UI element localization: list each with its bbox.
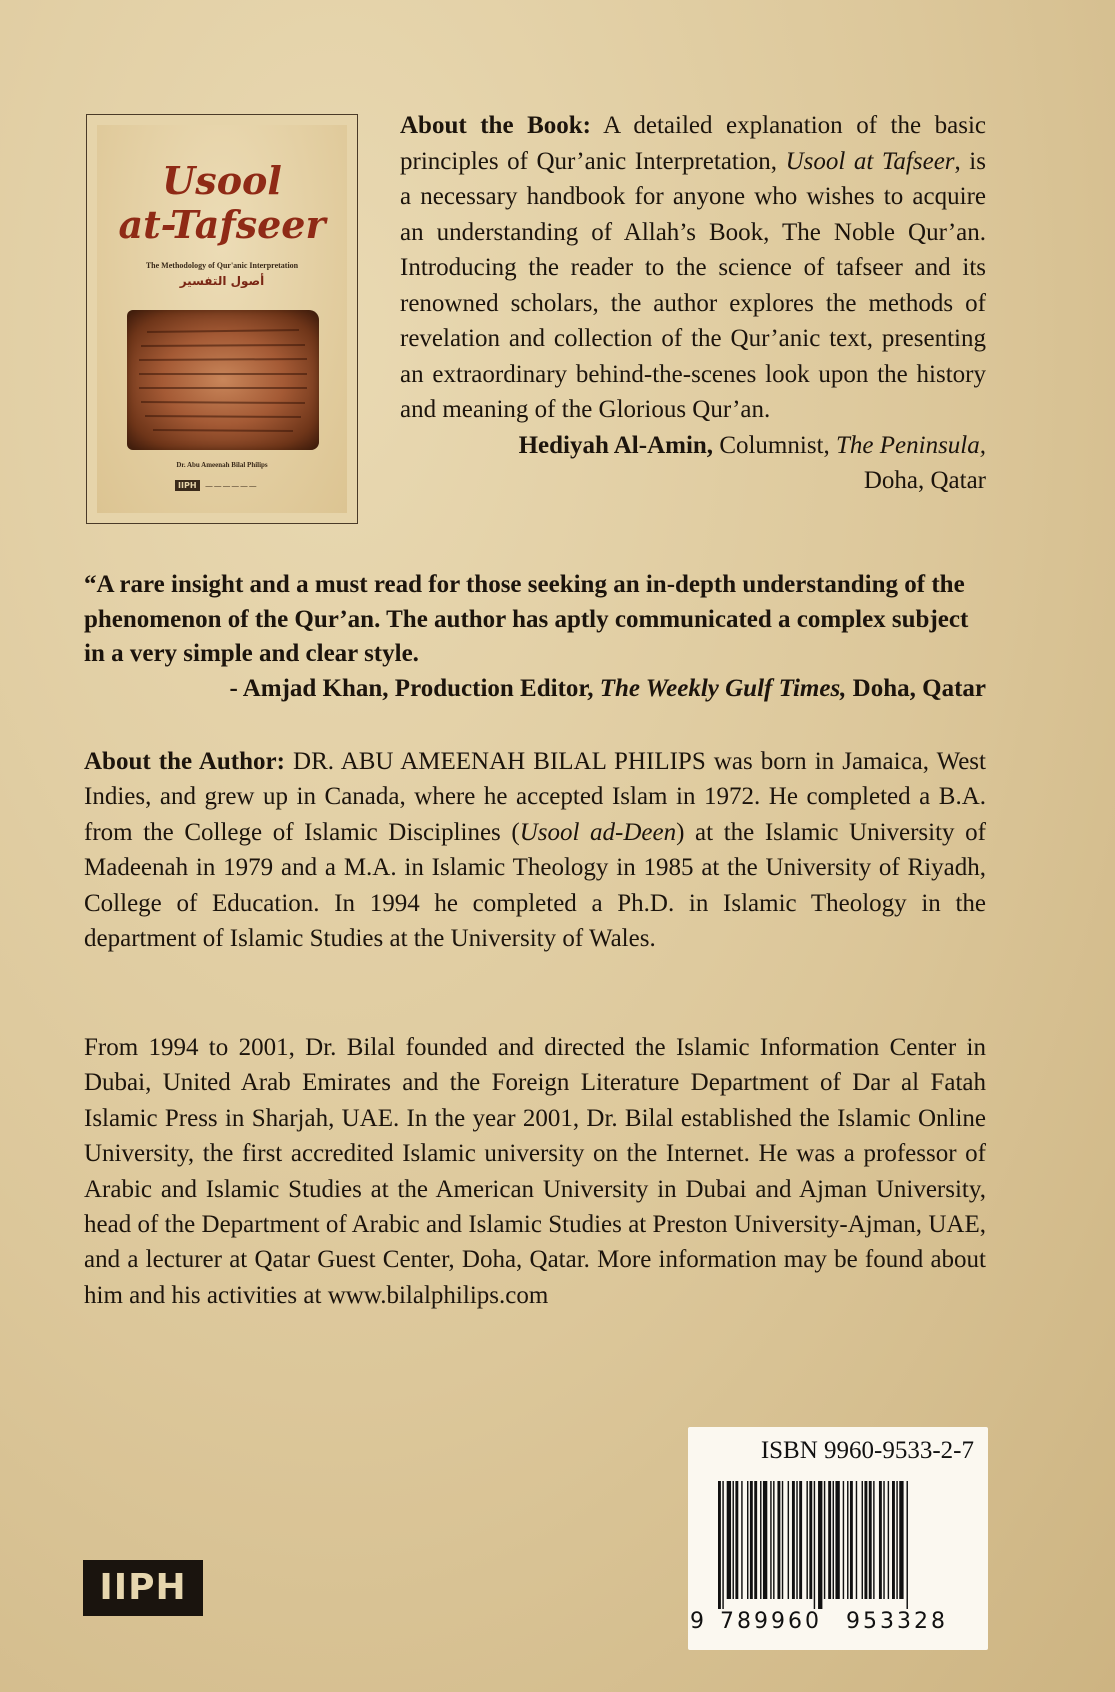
about-book-label: About the Book: bbox=[400, 112, 591, 139]
manuscript-image bbox=[127, 310, 319, 450]
barcode-bar bbox=[718, 1481, 721, 1609]
about-author-label: About the Author: bbox=[84, 748, 285, 775]
barcode-bar bbox=[833, 1481, 834, 1599]
quote-attribution bbox=[84, 672, 986, 707]
quote-publication: The Weekly Gulf Times, bbox=[599, 674, 847, 702]
barcode-bar bbox=[883, 1481, 884, 1599]
reviewer-publication: The Peninsula, bbox=[836, 431, 986, 459]
about-the-book bbox=[400, 108, 986, 498]
barcode-bar bbox=[899, 1481, 903, 1599]
barcode-bar bbox=[754, 1481, 757, 1599]
barcode-bar bbox=[873, 1481, 874, 1599]
barcode-bar bbox=[806, 1481, 807, 1599]
thumbnail-title: Usool at-Tafseer bbox=[118, 158, 326, 247]
about-author-text-2: ) at the Islamic University of Madeenah in 1979 and a M.A. in Islamic Theology in 1985 at the University of Riyadh, College of Education. In 1994 he completed a Ph.D. in Islamic Theology in the department of Islamic Studies at the University of Wales. bbox=[84, 818, 986, 953]
barcode-first-digit: 9 bbox=[690, 1609, 707, 1634]
publisher-logo-text: IIPH bbox=[99, 1567, 187, 1608]
barcode-bar bbox=[799, 1481, 802, 1599]
barcode-bar bbox=[741, 1481, 742, 1599]
barcode-bar bbox=[847, 1481, 848, 1599]
reviewer-attribution bbox=[400, 428, 986, 463]
barcode-bar bbox=[828, 1481, 831, 1599]
quote-author: - Amjad Khan, Production Editor, bbox=[229, 674, 600, 702]
quote-text: “A rare insight and a must read for those seeking an in-depth understanding of the phenomenon of the Qur’an. The author has aptly communicated a complex subject in a very simple and clear style. bbox=[84, 571, 969, 667]
about-book-title: Usool at Tafseer bbox=[785, 147, 955, 175]
thumbnail-subtitle: The Methodology of Qur'anic Interpretation bbox=[145, 261, 299, 270]
reviewer-name: Hediyah Al-Amin, bbox=[518, 431, 714, 459]
barcode-bar bbox=[770, 1481, 771, 1599]
about-author-italic: Usool ad-Deen bbox=[519, 818, 677, 846]
testimonial-quote bbox=[84, 568, 986, 706]
about-book-text-2: , is a necessary handbook for anyone who wishes to acquire an understanding of Allah’s Book, The Noble Qur’an. Introducing the reader to the science of tafseer and its renowned scholars, the author explores the methods of revelation and collection of the Qur’anic text, presenting an extraordinary behind-the-scenes look upon the history and meaning of the Glorious Qur’an. bbox=[400, 147, 986, 423]
barcode-bar bbox=[856, 1481, 857, 1599]
author-history-paragraph: From 1994 to 2001, Dr. Bilal founded and directed the Islamic Information Center in Dubai, United Arab Emirates and the Foreign Literature Department of Dar al Fatah Islamic Press in Sharjah, UAE. In the year 2001, Dr. Bilal established the Islamic Online University, the first accredited Islamic university on the Internet. He was a professor of Arabic and Islamic Studies at the American University in Dubai and Ajman University, head of the Department of Arabic and Islamic Studies at Preston University-Ajman, UAE, and a lecturer at Qatar Guest Center, Doha, Qatar. More information may be found about him and his activities at www.bilalphilips.com bbox=[84, 1034, 986, 1309]
reviewer-place: Doha, Qatar bbox=[863, 466, 986, 494]
barcode-group-1: 789960 bbox=[720, 1609, 822, 1634]
thumbnail-publisher-arabic: — — — — — — bbox=[205, 481, 257, 490]
barcode-bar bbox=[763, 1481, 767, 1599]
barcode-bar bbox=[733, 1481, 734, 1599]
barcode-bar bbox=[862, 1481, 863, 1599]
thumbnail-publisher bbox=[175, 480, 256, 491]
barcode-bar bbox=[760, 1481, 761, 1599]
barcode-bar bbox=[843, 1481, 844, 1599]
barcode-bar bbox=[747, 1481, 748, 1599]
barcode-bar bbox=[888, 1481, 889, 1599]
barcode-icon bbox=[708, 1481, 970, 1611]
thumbnail-logo: IIPH bbox=[175, 480, 200, 491]
barcode-bar bbox=[835, 1481, 839, 1599]
barcode-bar bbox=[782, 1481, 783, 1599]
thumbnail-arabic-title: أصول التفسير bbox=[179, 274, 265, 288]
barcode-bar bbox=[792, 1481, 795, 1599]
barcode-bar bbox=[850, 1481, 853, 1599]
barcode-bar bbox=[818, 1481, 822, 1609]
barcode-bar bbox=[788, 1481, 789, 1599]
quote-place: Doha, Qatar bbox=[846, 674, 986, 702]
about-book-text: A detailed explanation of the basic principles of Qur’anic Interpretation, bbox=[400, 112, 986, 175]
isbn-label: ISBN 9960-9533-2-7 bbox=[760, 1437, 974, 1464]
barcode-bar bbox=[796, 1481, 797, 1599]
thumbnail-author: Dr. Abu Ameenah Bilal Philips bbox=[176, 461, 268, 469]
about-author-text: DR. ABU AMEENAH BILAL PHILIPS was born in Jamaica, West Indies, and grew up in Canada, where he accepted Islam in 1972. He completed a B.A. from the College of Islamic Disciplines ( bbox=[84, 748, 986, 846]
about-the-author bbox=[84, 744, 986, 956]
about-book-paragraph bbox=[400, 108, 986, 428]
barcode-bar bbox=[896, 1481, 897, 1599]
barcode-bar bbox=[814, 1481, 815, 1609]
reviewer-role: Columnist, bbox=[713, 431, 836, 459]
barcode-bar bbox=[735, 1481, 738, 1599]
barcode-bar bbox=[777, 1481, 780, 1599]
barcode-bar bbox=[750, 1481, 753, 1599]
publisher-logo bbox=[83, 1560, 203, 1616]
barcode-bar bbox=[879, 1481, 882, 1599]
barcode-panel bbox=[688, 1427, 988, 1650]
barcode-group-2: 953328 bbox=[846, 1609, 948, 1634]
barcode-bar bbox=[907, 1481, 908, 1609]
barcode-bar bbox=[892, 1481, 895, 1599]
cover-thumbnail bbox=[86, 114, 358, 524]
barcode-bar bbox=[773, 1481, 774, 1599]
barcode-bar bbox=[864, 1481, 867, 1599]
barcode-bar bbox=[727, 1481, 731, 1599]
barcode-bar bbox=[869, 1481, 872, 1599]
barcode-bar bbox=[809, 1481, 812, 1599]
barcode-bar bbox=[722, 1481, 723, 1609]
barcode-bar bbox=[824, 1481, 825, 1599]
